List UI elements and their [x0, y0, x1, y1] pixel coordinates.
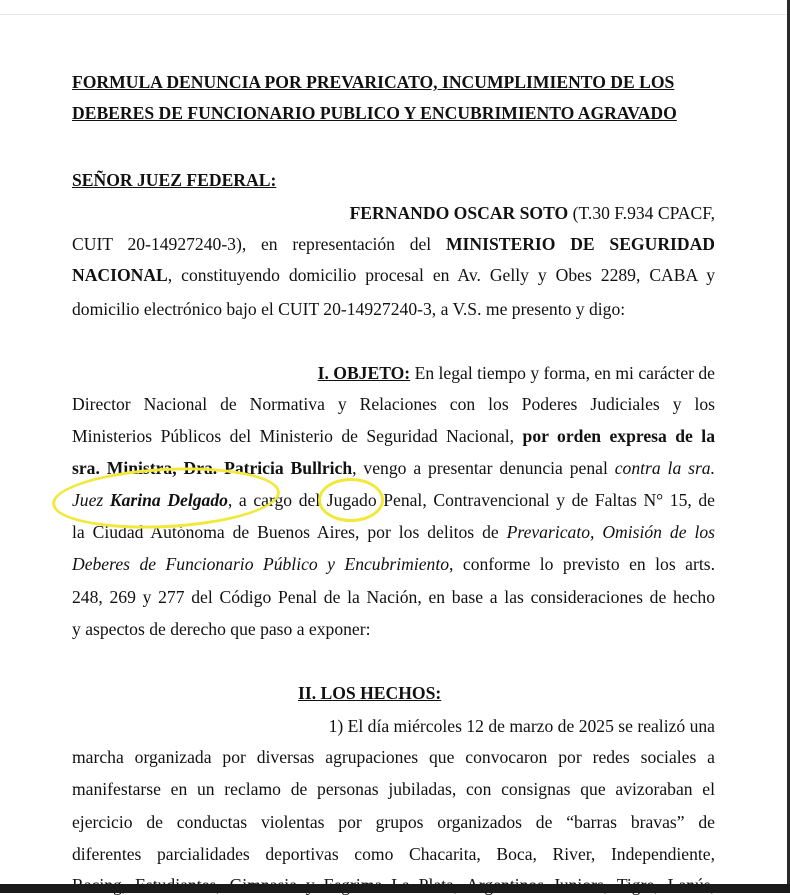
hechos-line-4: ejercicio de conductas violentas por grupos organizados de “barras bravas” de [72, 812, 715, 832]
objeto-line-1: I. OBJETO: En legal tiempo y forma, en mi carácter de [317, 363, 715, 383]
lawyer-name: FERNANDO OSCAR SOTO [349, 203, 569, 223]
objeto-line-2: Director Nacional de Normativa y Relaciones con los Poderes Judiciales y los [72, 394, 715, 414]
document-title-line-1: FORMULA DENUNCIA POR PREVARICATO, INCUMPLIMIENTO DE LOS [72, 72, 675, 92]
intro-line-2: CUIT 20-14927240-3), en representación del MINISTERIO DE SEGURIDAD [72, 234, 715, 254]
section-heading-objeto: I. OBJETO: [317, 363, 411, 383]
page-top-edge [0, 0, 790, 15]
judge-name: Karina Delgado [109, 490, 228, 510]
objeto-line-9: y aspectos de derecho que paso a exponer: [72, 619, 371, 639]
salutation: SEÑOR JUEZ FEDERAL: [72, 170, 277, 190]
objeto-line-3: Ministerios Públicos del Ministerio de Seguridad Nacional, por orden expresa de la [72, 426, 715, 446]
intro-line-1: FERNANDO OSCAR SOTO (T.30 F.934 CPACF, [349, 203, 715, 223]
section-heading-hechos: II. LOS HECHOS: [298, 683, 442, 703]
hechos-line-2: marcha organizada por diversas agrupaciones que convocaron por redes sociales a [72, 747, 715, 767]
highlight-circle-jugado [318, 478, 384, 522]
section-heading-hechos-line [72, 683, 715, 703]
objeto-line-7: Deberes de Funcionario Público y Encubrimiento, conforme lo previsto en los arts. [72, 554, 715, 574]
hechos-line-3: manifestarse en un reclamo de personas jubiladas, con consignas que avizoraban el [72, 779, 715, 799]
hechos-line-5: diferentes parcialidades deportivas como Chacarita, Boca, River, Independiente, [72, 844, 715, 864]
objeto-line-5: Juez Karina Delgado, a cargo del Jugado Penal, Contravencional y de Faltas N° 15, de [72, 490, 715, 510]
document-title-line-2: DEBERES DE FUNCIONARIO PUBLICO Y ENCUBRIMIENTO AGRAVADO [72, 103, 677, 123]
intro-line-4: domicilio electrónico bajo el CUIT 20-14927240-3, a V.S. me presento y digo: [72, 299, 626, 319]
objeto-line-4: sra. Ministra, Dra. Patricia Bullrich, vengo a presentar denuncia penal contra la sra. [72, 458, 716, 478]
intro-line-3: NACIONAL, constituyendo domicilio procesal en Av. Gelly y Obes 2289, CABA y [72, 265, 715, 285]
objeto-line-8: 248, 269 y 277 del Código Penal de la Nación, en base a las consideraciones de hecho [72, 587, 715, 607]
page-bottom-edge [0, 884, 790, 893]
objeto-line-6: la Ciudad Autónoma de Buenos Aires, por los delitos de Prevaricato, Omisión de los [72, 522, 715, 542]
hechos-line-1: 1) El día miércoles 12 de marzo de 2025 se realizó una [328, 716, 715, 736]
